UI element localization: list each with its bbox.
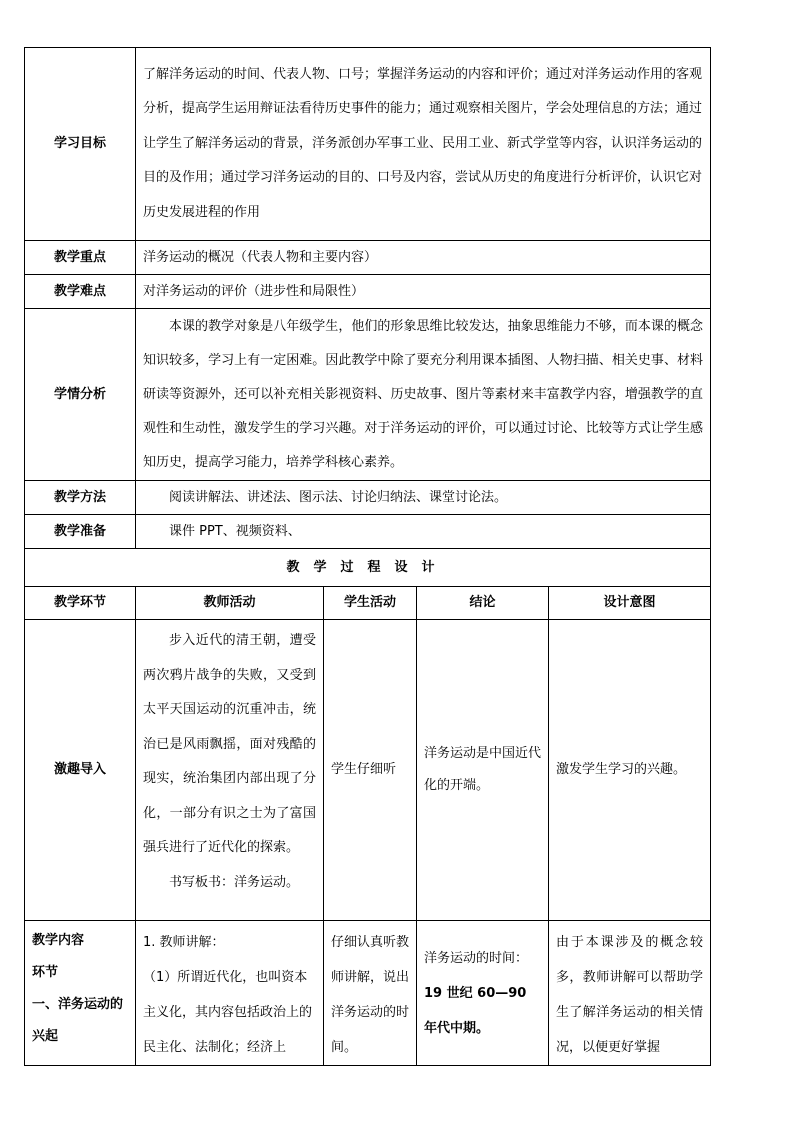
intro-teacher-cell bbox=[136, 620, 324, 921]
column-header-teacher: 教师活动 bbox=[136, 587, 324, 620]
process-title-row bbox=[25, 549, 711, 587]
content-conclusion-line2: 19 世纪 60—90 年代中期。 bbox=[424, 986, 527, 1036]
analysis-text: 本课的教学对象是八年级学生，他们的形象思维比较发达，抽象思维能力不够，而本课的概念知识较多，学习上有一定困难。因此教学中除了要充分利用课本插图、人物扫描、相关史事、材料研读等资源外，还可以补充相关影视资料、历史故事、图片等素材来丰富教学内容，增强教学的直观性和生动性，激发学生的学习兴趣。对于洋务运动的评价，可以通过讨论、比较等方式让学生感知历史，提高学习能力，培养学科核心素养。 bbox=[136, 309, 711, 481]
intro-intent: 激发学生学习的兴趣。 bbox=[549, 620, 711, 921]
prep-label: 教学准备 bbox=[25, 515, 136, 549]
column-header-intent: 设计意图 bbox=[549, 587, 711, 620]
method-row bbox=[25, 481, 711, 515]
intro-stage: 激趣导入 bbox=[25, 620, 136, 921]
content-row bbox=[25, 921, 711, 1066]
content-conclusion-line1: 洋务运动的时间： bbox=[424, 951, 529, 966]
content-teacher-line1: 1. 教师讲解： bbox=[143, 935, 225, 950]
intro-student: 学生仔细听 bbox=[324, 620, 417, 921]
intro-teacher-text: 步入近代的清王朝，遭受两次鸦片战争的失败，又受到太平天国运动的沉重冲击，统治已是风雨飘摇，面对残酷的现实，统治集团内部出现了分化，一部分有识之士为了富国强兵进行了近代化的探索。 bbox=[143, 633, 316, 855]
difficulty-row bbox=[25, 275, 711, 309]
difficulty-text: 对洋务运动的评价（进步性和局限性） bbox=[136, 275, 711, 309]
column-header-stage: 教学环节 bbox=[25, 587, 136, 620]
content-stage-line3: 一、洋务运动的兴起 bbox=[32, 997, 124, 1044]
key-point-text: 洋务运动的概况（代表人物和主要内容） bbox=[136, 241, 711, 275]
key-point-row bbox=[25, 241, 711, 275]
analysis-label: 学情分析 bbox=[25, 309, 136, 481]
objectives-label: 学习目标 bbox=[25, 48, 136, 241]
analysis-row bbox=[25, 309, 711, 481]
objectives-row bbox=[25, 48, 711, 241]
content-intent: 由于本课涉及的概念较多，教师讲解可以帮助学生了解洋务运动的相关情况，以便更好掌握 bbox=[549, 921, 711, 1066]
lesson-plan-table bbox=[24, 47, 711, 1066]
method-text: 阅读讲解法、讲述法、图示法、讨论归纳法、课堂讨论法。 bbox=[136, 481, 711, 515]
method-label: 教学方法 bbox=[25, 481, 136, 515]
content-conclusion-cell bbox=[417, 921, 549, 1066]
prep-text: 课件 PPT、视频资料、 bbox=[136, 515, 711, 549]
content-stage-line2: 环节 bbox=[32, 965, 59, 980]
difficulty-label: 教学难点 bbox=[25, 275, 136, 309]
prep-row bbox=[25, 515, 711, 549]
column-header-row bbox=[25, 587, 711, 620]
content-teacher-line2: （1）所谓近代化，也叫资本主义化，其内容包括政治上的民主化、法制化；经济上 bbox=[143, 970, 313, 1055]
process-title: 教学过程设计 bbox=[25, 549, 711, 587]
content-student: 仔细认真听教师讲解，说出洋务运动的时间。 bbox=[324, 921, 417, 1066]
key-point-label: 教学重点 bbox=[25, 241, 136, 275]
intro-teacher-note: 书写板书：洋务运动。 bbox=[169, 874, 300, 890]
intro-row bbox=[25, 620, 711, 921]
objectives-text: 了解洋务运动的时间、代表人物、口号；掌握洋务运动的内容和评价；通过对洋务运动作用的客观分析，提高学生运用辩证法看待历史事件的能力；通过观察相关图片，学会处理信息的方法；通过让学生了解洋务运动的背景，洋务派创办军事工业、民用工业、新式学堂等内容，认识洋务运动的目的及作用；通过学习洋务运动的目的、口号及内容，尝试从历史的角度进行分析评价，认识它对历史发展进程的作用 bbox=[136, 48, 711, 241]
column-header-student: 学生活动 bbox=[324, 587, 417, 620]
column-header-conclusion: 结论 bbox=[417, 587, 549, 620]
content-stage-line1: 教学内容 bbox=[32, 933, 85, 948]
content-stage-cell bbox=[25, 921, 136, 1066]
content-teacher-cell bbox=[136, 921, 324, 1066]
intro-conclusion: 洋务运动是中国近代化的开端。 bbox=[417, 620, 549, 921]
